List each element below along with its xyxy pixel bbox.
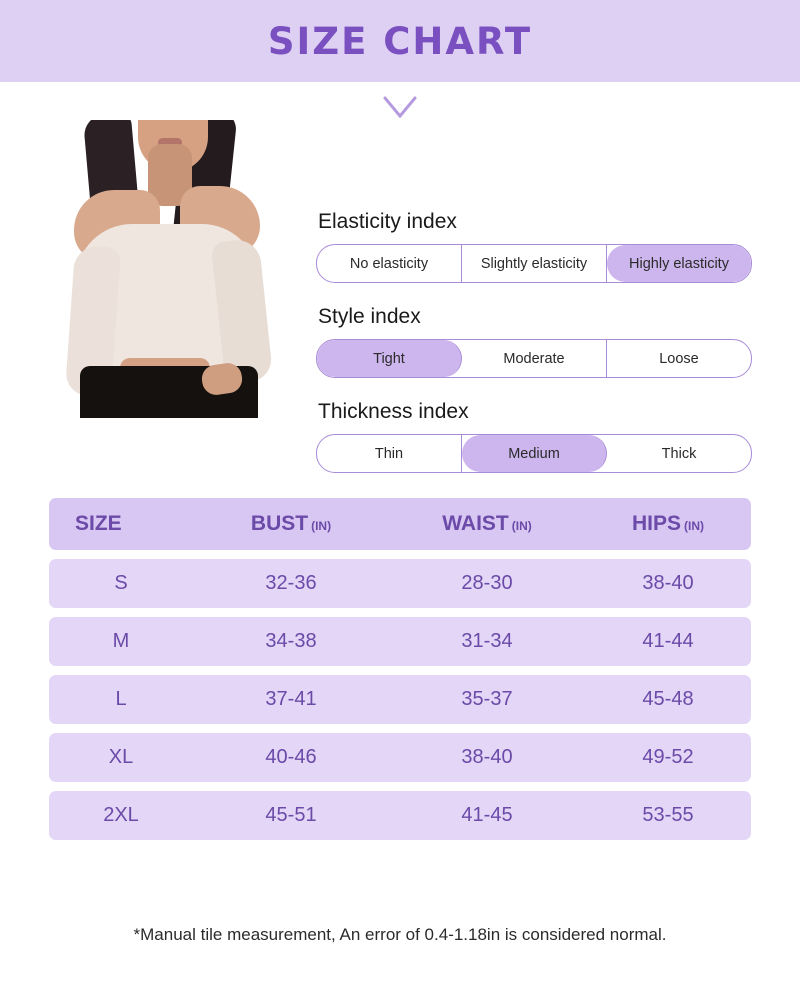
cell-size: S: [114, 572, 128, 594]
top-section: [0, 82, 800, 472]
column-header-waist: [389, 512, 585, 536]
chevron-down-icon: [383, 96, 417, 118]
elasticity-option-no[interactable]: No elasticity: [317, 245, 462, 282]
cell-hips: 41-44: [642, 630, 694, 652]
cell-waist: 38-40: [461, 746, 513, 768]
page-title: SIZE CHART: [267, 19, 533, 63]
column-header-size: SIZE: [75, 512, 122, 535]
elasticity-options: [316, 244, 752, 283]
elasticity-index-block: [316, 210, 752, 283]
size-table: [49, 498, 751, 849]
cell-bust: 45-51: [265, 804, 317, 826]
style-index-title: Style index: [318, 305, 421, 328]
cell-bust: 40-46: [265, 746, 317, 768]
table-row: [49, 791, 751, 840]
column-header-waist-label: WAIST: [442, 512, 509, 535]
style-option-moderate[interactable]: Moderate: [462, 340, 607, 377]
thickness-option-thick[interactable]: Thick: [661, 445, 697, 462]
cell-waist: 28-30: [461, 572, 513, 594]
cell-size: 2XL: [103, 804, 139, 826]
thickness-index-block: [316, 400, 752, 473]
cell-hips: 38-40: [642, 572, 694, 594]
cell-bust: 32-36: [265, 572, 317, 594]
table-row: [49, 559, 751, 608]
column-header-hips-label: HIPS: [631, 512, 681, 535]
cell-hips: 45-48: [642, 688, 694, 710]
table-row: [49, 733, 751, 782]
thickness-option-medium[interactable]: Medium: [462, 435, 607, 472]
cell-size: L: [115, 688, 127, 710]
column-header-bust-label: BUST: [250, 512, 309, 535]
table-row: [49, 617, 751, 666]
style-option-loose[interactable]: Loose: [659, 350, 699, 367]
style-options: [316, 339, 752, 378]
cell-waist: 31-34: [461, 630, 513, 652]
cell-waist: 41-45: [461, 804, 513, 826]
page-header: [0, 0, 800, 82]
thickness-options: [316, 434, 752, 473]
column-header-waist-unit: (IN): [511, 519, 532, 533]
cell-size: XL: [108, 746, 134, 768]
thickness-option-thin[interactable]: Thin: [317, 435, 462, 472]
style-option-tight[interactable]: Tight: [317, 340, 462, 377]
elasticity-option-highly[interactable]: Highly elasticity: [607, 245, 751, 282]
style-index-block: [316, 305, 752, 378]
index-section: [316, 210, 752, 495]
table-row: [49, 675, 751, 724]
cell-size: M: [112, 630, 130, 652]
table-header-row: [49, 498, 751, 550]
column-header-bust-unit: (IN): [311, 519, 332, 533]
column-header-bust: [193, 512, 389, 536]
cell-waist: 35-37: [461, 688, 513, 710]
model-photo: [52, 120, 280, 418]
cell-bust: 34-38: [265, 630, 317, 652]
elasticity-option-slightly[interactable]: Slightly elasticity: [462, 245, 607, 282]
thickness-index-title: Thickness index: [318, 400, 469, 423]
cell-bust: 37-41: [265, 688, 317, 710]
column-header-hips: [585, 512, 751, 536]
column-header-hips-unit: (IN): [684, 519, 704, 533]
cell-hips: 53-55: [642, 804, 694, 826]
elasticity-index-title: Elasticity index: [318, 210, 457, 233]
cell-hips: 49-52: [642, 746, 694, 768]
measurement-note: *Manual tile measurement, An error of 0.4-1.18in is considered normal.: [133, 925, 667, 944]
